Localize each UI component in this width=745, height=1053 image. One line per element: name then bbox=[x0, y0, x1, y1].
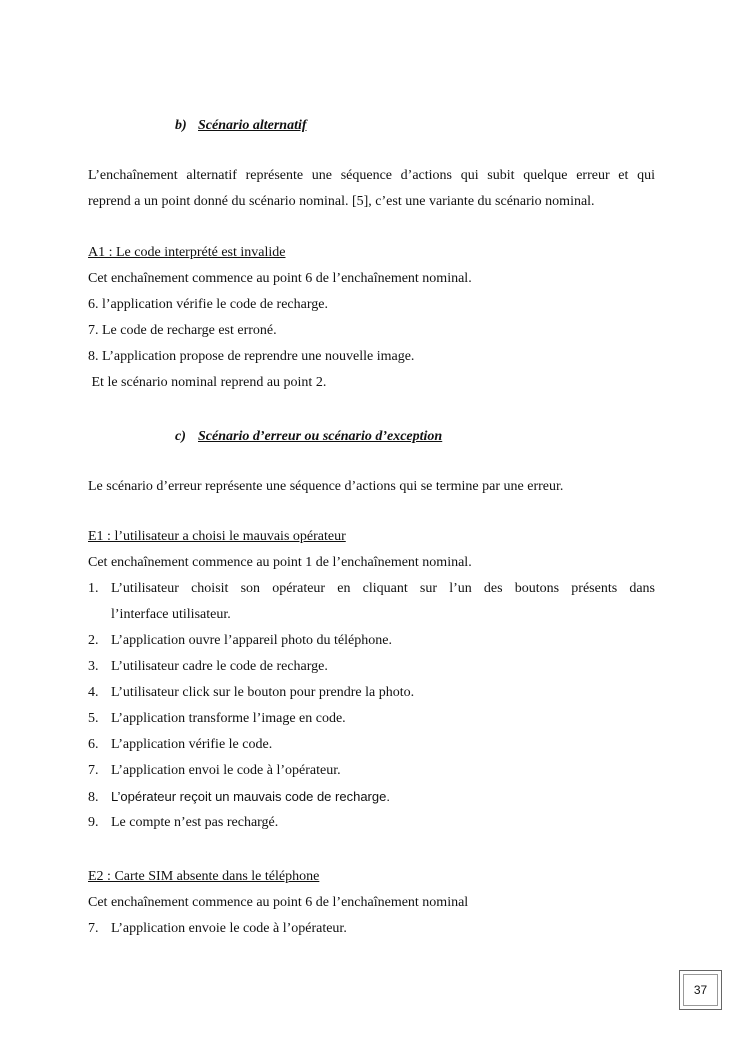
list-number: 5. bbox=[88, 711, 99, 726]
section-c-title: Scénario d’erreur ou scénario d’exception bbox=[198, 429, 443, 444]
list-text: L’application transforme l’image en code. bbox=[111, 711, 346, 726]
list-text: L’application vérifie le code. bbox=[111, 737, 273, 752]
list-number: 2. bbox=[88, 633, 99, 648]
page-number-box bbox=[679, 970, 722, 1010]
a1-title: A1 : Le code interprété est invalide bbox=[88, 245, 286, 260]
a1-line: 7. Le code de recharge est erroné. bbox=[88, 323, 277, 338]
section-c-heading bbox=[175, 428, 442, 446]
list-item bbox=[88, 920, 347, 938]
a1-line: Cet enchaînement commence au point 6 de l’enchaînement nominal. bbox=[88, 271, 472, 286]
list-item bbox=[88, 632, 392, 650]
list-item bbox=[88, 788, 390, 807]
list-number: 1. bbox=[88, 581, 99, 596]
e1-item-1 bbox=[88, 580, 111, 598]
e1-lead: Cet enchaînement commence au point 1 de l’enchaînement nominal. bbox=[88, 555, 472, 570]
list-number: 8. bbox=[88, 790, 99, 805]
intro-alt-line2: reprend a un point donné du scénario nominal. [5], c’est une variante du scénario nominal. bbox=[88, 194, 595, 209]
list-item bbox=[88, 710, 346, 728]
e2-title: E2 : Carte SIM absente dans le téléphone bbox=[88, 869, 320, 884]
section-b-heading bbox=[175, 117, 307, 135]
intro-alt-line1: L’enchaînement alternatif représente une séquence d’actions qui subit quelque erreur et qui bbox=[88, 168, 655, 183]
list-item bbox=[88, 814, 278, 832]
list-item bbox=[88, 658, 328, 676]
intro-err: Le scénario d’erreur représente une séquence d’actions qui se termine par une erreur. bbox=[88, 479, 564, 494]
a1-line: Et le scénario nominal reprend au point 2. bbox=[88, 375, 327, 390]
list-text: L’application envoi le code à l’opérateur. bbox=[111, 763, 341, 778]
page-number: 37 bbox=[683, 974, 718, 1006]
list-item bbox=[88, 736, 272, 754]
list-number: 3. bbox=[88, 659, 99, 674]
e2-lead: Cet enchaînement commence au point 6 de l’enchaînement nominal bbox=[88, 895, 469, 910]
list-number: 7. bbox=[88, 921, 99, 936]
list-number: 9. bbox=[88, 815, 99, 830]
list-number: 4. bbox=[88, 685, 99, 700]
list-text: L’application ouvre l’appareil photo du téléphone. bbox=[111, 633, 392, 648]
e1-item-1-line1: L’utilisateur choisit son opérateur en cliquant sur l’un des boutons présents dans bbox=[111, 581, 655, 596]
section-c-letter: c) bbox=[175, 429, 186, 444]
list-number: 6. bbox=[88, 737, 99, 752]
list-text: L’utilisateur click sur le bouton pour prendre la photo. bbox=[111, 685, 415, 700]
list-number: 7. bbox=[88, 763, 99, 778]
a1-line: 8. L’application propose de reprendre une nouvelle image. bbox=[88, 349, 415, 364]
list-text: L’opérateur reçoit un mauvais code de recharge. bbox=[111, 789, 390, 804]
e1-item-1-line2: l’interface utilisateur. bbox=[111, 607, 231, 622]
list-item bbox=[88, 684, 414, 702]
section-b-title: Scénario alternatif bbox=[198, 118, 307, 133]
list-item bbox=[88, 762, 341, 780]
list-text: L’application envoie le code à l’opérateur. bbox=[111, 921, 347, 936]
list-text: L’utilisateur cadre le code de recharge. bbox=[111, 659, 328, 674]
list-text: Le compte n’est pas rechargé. bbox=[111, 815, 279, 830]
a1-line: 6. l’application vérifie le code de recharge. bbox=[88, 297, 328, 312]
e1-title: E1 : l’utilisateur a choisi le mauvais opérateur bbox=[88, 529, 346, 544]
section-b-letter: b) bbox=[175, 118, 187, 133]
